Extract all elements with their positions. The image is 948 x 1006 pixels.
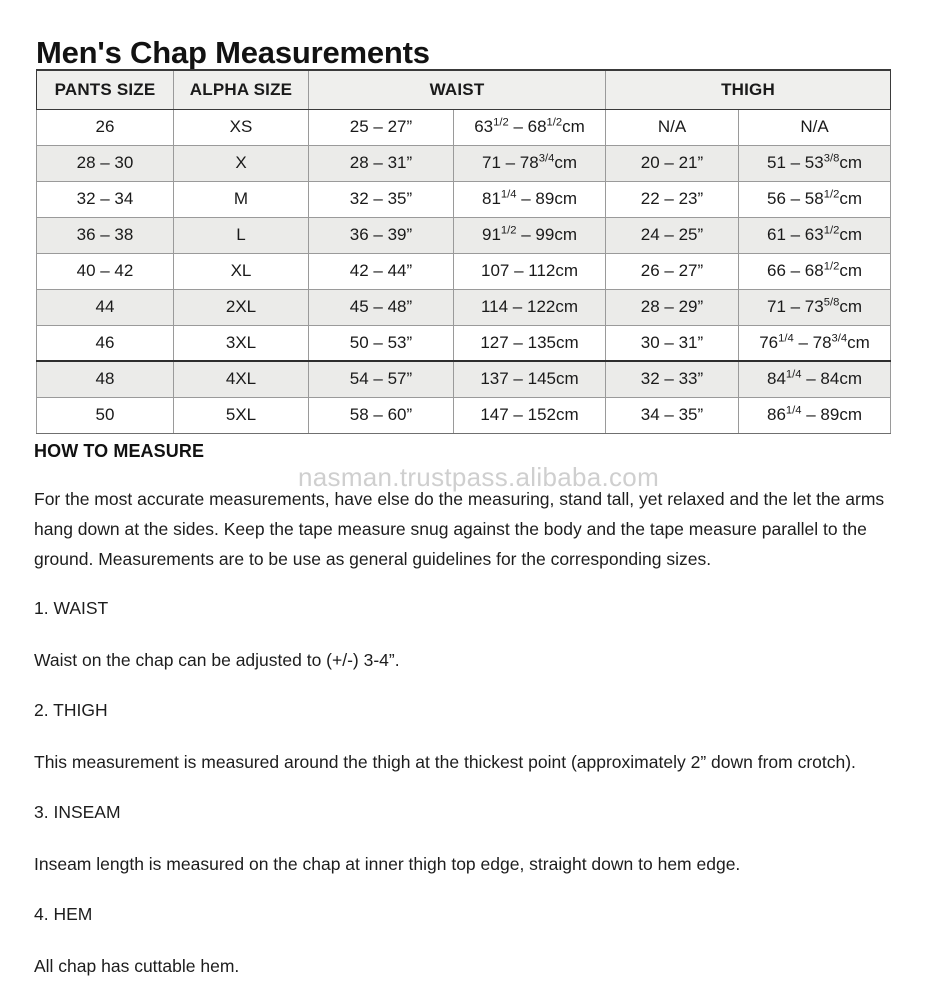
measure-section-heading-3: 3. INSEAM <box>34 802 121 822</box>
cell-alpha-size: M <box>174 181 309 217</box>
cell-waist-inches: 32 – 35” <box>309 181 454 217</box>
cell-thigh-cm: $51 - 53^{3/8}cm$ <box>739 145 891 181</box>
cell-pants-size: 32 – 34 <box>37 181 174 217</box>
cell-thigh-inches: 32 – 33” <box>606 361 739 397</box>
cell-waist-inches: 58 – 60” <box>309 397 454 433</box>
cell-alpha-size: 4XL <box>174 361 309 397</box>
cell-thigh-cm: $56 - 58^{1/2}cm$ <box>739 181 891 217</box>
cell-waist-inches: 36 – 39” <box>309 217 454 253</box>
page-title: Men's Chap Measurements <box>36 34 430 70</box>
measure-section-body-2: This measurement is measured around the thigh at the thickest point (approximately 2” down from crotch). <box>34 752 856 772</box>
cell-thigh-inches: 30 – 31” <box>606 325 739 361</box>
cell-alpha-size: 3XL <box>174 325 309 361</box>
table-row <box>37 217 891 253</box>
watermark: nasman.trustpass.alibaba.com <box>298 462 660 492</box>
cell-thigh-cm: $76^{1/4} - 78^{3/4}cm$ <box>739 325 891 361</box>
cell-thigh-inches: 34 – 35” <box>606 397 739 433</box>
column-header-waist: WAIST <box>309 70 606 109</box>
cell-thigh-inches: 26 – 27” <box>606 253 739 289</box>
cell-pants-size: 44 <box>37 289 174 325</box>
cell-waist-cm: $81^{1/4} - 89cm$ <box>454 181 606 217</box>
cell-waist-cm: 107 – 112cm <box>454 253 606 289</box>
cell-waist-cm: $91^{1/2} - 99cm$ <box>454 217 606 253</box>
table-row <box>37 181 891 217</box>
table-row <box>37 253 891 289</box>
column-header-pants-size: PANTS SIZE <box>37 70 174 109</box>
cell-pants-size: 26 <box>37 109 174 145</box>
cell-waist-inches: 42 – 44” <box>309 253 454 289</box>
table-header-row <box>37 70 891 109</box>
cell-waist-cm: 147 – 152cm <box>454 397 606 433</box>
cell-waist-cm: 137 – 145cm <box>454 361 606 397</box>
cell-waist-cm: 114 – 122cm <box>454 289 606 325</box>
measure-section-heading-2: 2. THIGH <box>34 700 108 720</box>
cell-alpha-size: X <box>174 145 309 181</box>
cell-thigh-cm: $61 - 63^{1/2}cm$ <box>739 217 891 253</box>
cell-waist-cm: $71 - 78^{3/4}cm$ <box>454 145 606 181</box>
how-to-measure-intro: For the most accurate measurements, have else do the measuring, stand tall, yet relaxed and the let the arms hang down at the sides. Keep the tape measure snug against the body and the tape measure parallel to the ground. Measurements are to be use as general guidelines for the corresponding sizes. <box>34 489 885 569</box>
cell-waist-inches: 25 – 27” <box>309 109 454 145</box>
measure-section-heading-1: 1. WAIST <box>34 598 109 618</box>
cell-thigh-inches: 28 – 29” <box>606 289 739 325</box>
cell-alpha-size: 2XL <box>174 289 309 325</box>
table-row <box>37 325 891 361</box>
cell-waist-inches: 54 – 57” <box>309 361 454 397</box>
table-body <box>37 109 891 433</box>
cell-pants-size: 40 – 42 <box>37 253 174 289</box>
cell-thigh-inches: 24 – 25” <box>606 217 739 253</box>
column-header-thigh: THIGH <box>606 70 891 109</box>
cell-thigh-inches: 22 – 23” <box>606 181 739 217</box>
cell-waist-cm: $63^{1/2} - 68^{1/2}cm$ <box>454 109 606 145</box>
table-row <box>37 397 891 433</box>
how-to-measure-heading: HOW TO MEASURE <box>34 441 205 461</box>
how-to-measure-section <box>34 441 894 1006</box>
cell-alpha-size: L <box>174 217 309 253</box>
column-header-alpha-size: ALPHA SIZE <box>174 70 309 109</box>
cell-pants-size: 50 <box>37 397 174 433</box>
measurements-table <box>36 69 891 434</box>
cell-alpha-size: XL <box>174 253 309 289</box>
cell-waist-inches: 45 – 48” <box>309 289 454 325</box>
cell-thigh-cm: N/A <box>739 109 891 145</box>
table-header <box>37 70 891 109</box>
table-row <box>37 145 891 181</box>
cell-waist-cm: 127 – 135cm <box>454 325 606 361</box>
cell-thigh-cm: $84^{1/4} - 84cm$ <box>739 361 891 397</box>
cell-thigh-cm: $66 - 68^{1/2}cm$ <box>739 253 891 289</box>
measure-section-body-1: Waist on the chap can be adjusted to (+/-) 3-4”. <box>34 650 400 670</box>
cell-pants-size: 48 <box>37 361 174 397</box>
cell-alpha-size: XS <box>174 109 309 145</box>
measure-section-body-3: Inseam length is measured on the chap at inner thigh top edge, straight down to hem edge. <box>34 854 741 874</box>
cell-thigh-inches: 20 – 21” <box>606 145 739 181</box>
cell-pants-size: 28 – 30 <box>37 145 174 181</box>
measure-section-heading-4: 4. HEM <box>34 904 93 924</box>
cell-pants-size: 46 <box>37 325 174 361</box>
cell-thigh-inches: N/A <box>606 109 739 145</box>
cell-waist-inches: 50 – 53” <box>309 325 454 361</box>
cell-pants-size: 36 – 38 <box>37 217 174 253</box>
cell-waist-inches: 28 – 31” <box>309 145 454 181</box>
cell-thigh-cm: $86^{1/4} - 89cm$ <box>739 397 891 433</box>
table-row <box>37 109 891 145</box>
table-row <box>37 289 891 325</box>
measure-section-body-4: All chap has cuttable hem. <box>34 956 240 976</box>
cell-thigh-cm: $71 - 73^{5/8}cm$ <box>739 289 891 325</box>
table-row <box>37 361 891 397</box>
cell-alpha-size: 5XL <box>174 397 309 433</box>
